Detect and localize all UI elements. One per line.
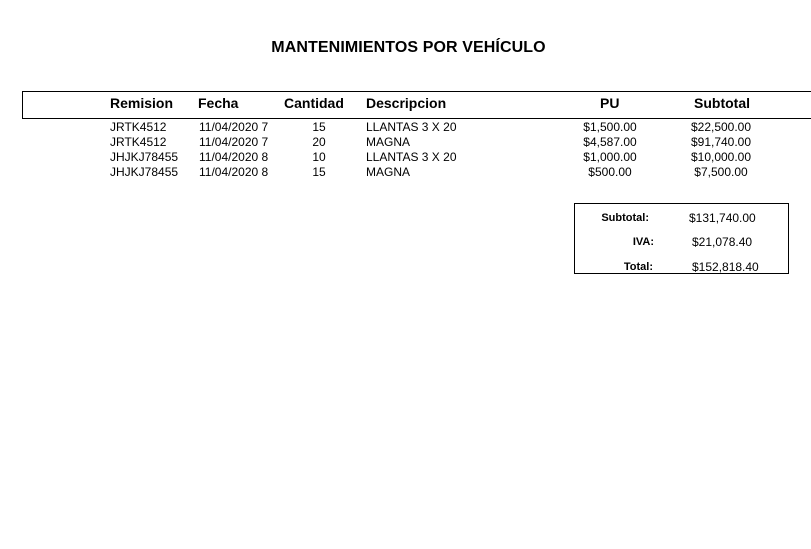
- cell-subtotal: $91,740.00: [690, 135, 752, 149]
- cell-pu: $500.00: [588, 165, 632, 179]
- table-row: [0, 165, 811, 180]
- cell-pu: $4,587.00: [583, 135, 637, 149]
- report-title: MANTENIMIENTOS POR VEHÍCULO: [271, 39, 546, 56]
- cell-fecha: 11/04/2020 8: [199, 150, 269, 164]
- cell-descripcion: MAGNA: [366, 135, 411, 149]
- totals-iva-label: IVA:: [632, 236, 654, 248]
- totals-total-label: Total:: [623, 261, 653, 273]
- cell-cantidad: 15: [312, 120, 326, 134]
- table-row: [0, 120, 811, 135]
- totals-iva-value: $21,078.40: [692, 235, 753, 249]
- header-descripcion: Descripcion: [366, 95, 447, 111]
- cell-subtotal: $10,000.00: [690, 150, 752, 164]
- cell-fecha: 11/04/2020 7: [199, 120, 269, 134]
- cell-cantidad: 15: [312, 165, 326, 179]
- totals-subtotal-label: Subtotal:: [601, 212, 649, 224]
- totals-subtotal-value: $131,740.00: [689, 211, 756, 225]
- cell-remision: JHJKJ78455: [110, 150, 179, 164]
- cell-remision: JHJKJ78455: [110, 165, 179, 179]
- header-pu: PU: [600, 95, 620, 111]
- cell-descripcion: MAGNA: [366, 165, 411, 179]
- cell-descripcion: LLANTAS 3 X 20: [366, 120, 457, 134]
- cell-descripcion: LLANTAS 3 X 20: [366, 150, 457, 164]
- totals-total-value: $152,818.40: [692, 260, 759, 274]
- header-fecha: Fecha: [198, 95, 239, 111]
- cell-pu: $1,500.00: [583, 120, 637, 134]
- cell-pu: $1,000.00: [583, 150, 637, 164]
- cell-cantidad: 10: [312, 150, 326, 164]
- table-row: [0, 150, 811, 165]
- cell-subtotal: $7,500.00: [694, 165, 748, 179]
- cell-subtotal: $22,500.00: [690, 120, 752, 134]
- header-cantidad: Cantidad: [284, 95, 344, 111]
- cell-fecha: 11/04/2020 8: [199, 165, 269, 179]
- cell-fecha: 11/04/2020 7: [199, 135, 269, 149]
- cell-remision: JRTK4512: [110, 135, 167, 149]
- header-remision: Remision: [110, 95, 174, 111]
- cell-remision: JRTK4512: [110, 120, 167, 134]
- table-row: [0, 135, 811, 150]
- header-subtotal: Subtotal: [694, 95, 750, 111]
- cell-cantidad: 20: [312, 135, 326, 149]
